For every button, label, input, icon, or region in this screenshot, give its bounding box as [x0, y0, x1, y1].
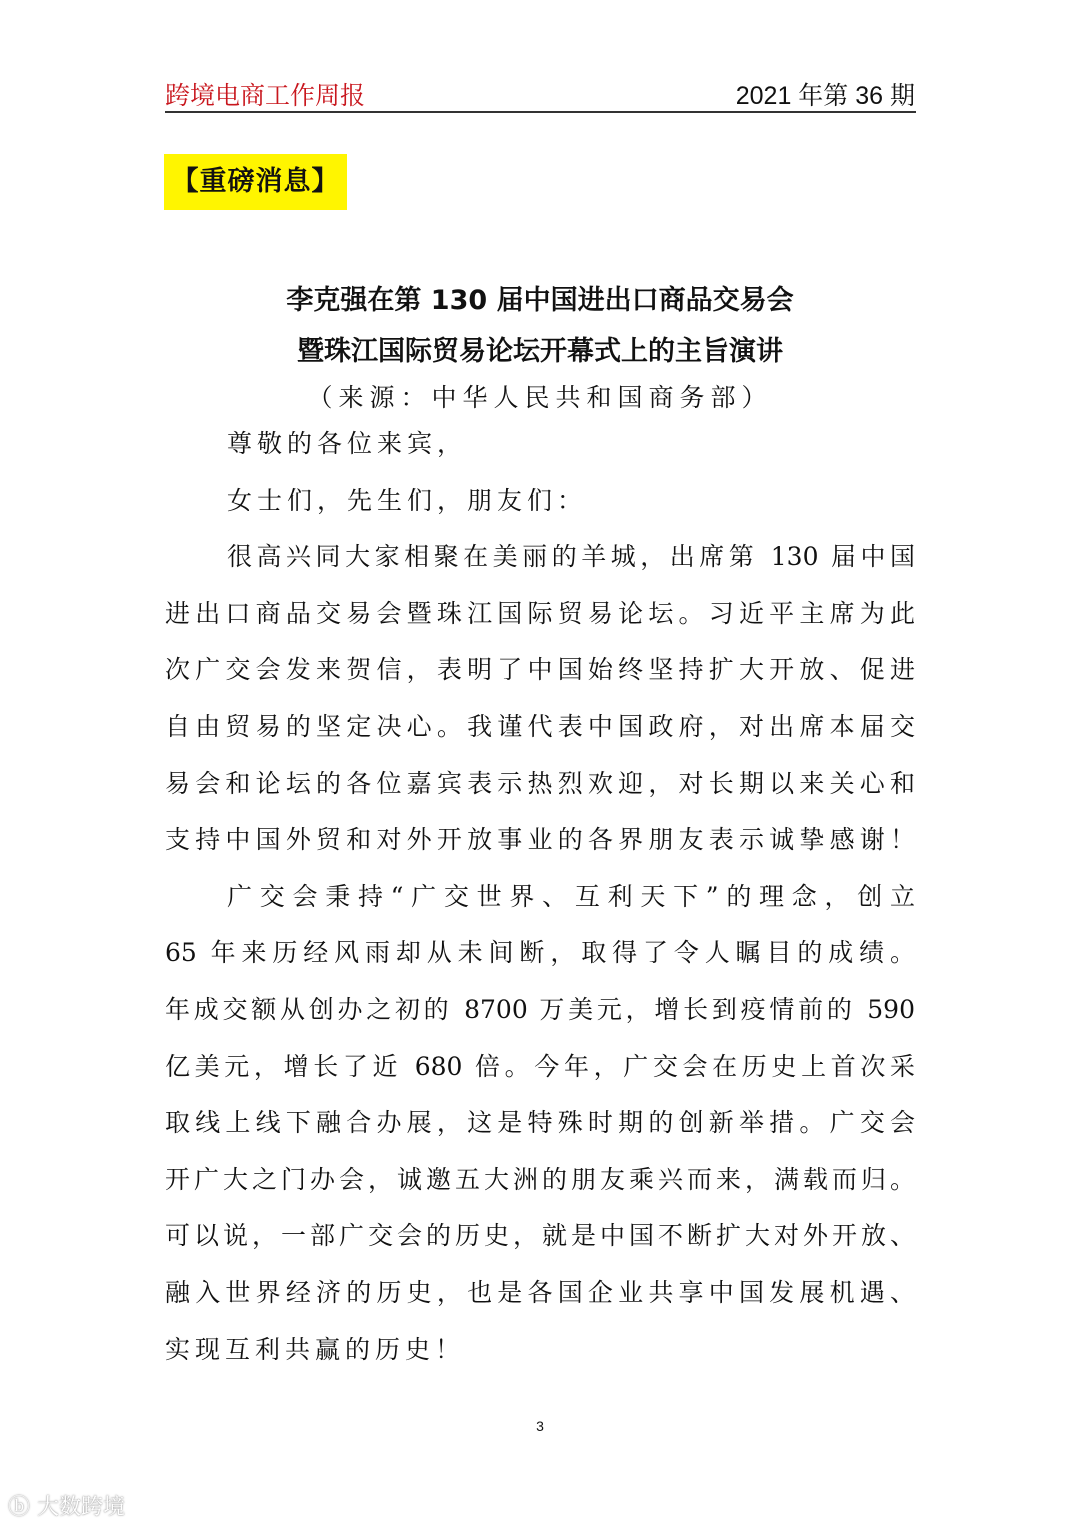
body-line: 开广大之门办会，诚邀五大洲的朋友乘兴而来，满载而归。: [165, 1164, 915, 1194]
publication-name: 跨境电商工作周报: [165, 81, 366, 110]
watermark-text: 大数跨境: [37, 1495, 126, 1520]
body-line: 尊敬的各位来宾，: [227, 429, 468, 458]
body-line: 年成交额从创办之初的 8700 万美元，增长到疫情前的 590: [165, 995, 915, 1024]
body-line: 自由贸易的坚定决心。我谨代表中国政府，对出席本届交: [165, 712, 915, 741]
body-line: 广交会秉持“广交世界、互利天下”的理念，创立: [227, 881, 915, 911]
page-number: 3: [536, 1418, 544, 1434]
body-line: 65 年来历经风雨却从未间断，取得了令人瞩目的成绩。: [165, 938, 915, 968]
section-badge: 【重磅消息】: [164, 154, 347, 210]
body-line: 次广交会发来贺信，表明了中国始终坚持扩大开放、促进: [165, 655, 915, 685]
watermark-logo: [8, 1490, 125, 1521]
body-line: 女士们，先生们，朋友们：: [227, 485, 588, 515]
issue-number: 2021 年第 36 期: [735, 82, 915, 110]
body-line: 支持中国外贸和对外开放事业的各界朋友表示诚挚感谢！: [165, 825, 915, 855]
body-line: 易会和论坛的各位嘉宾表示热烈欢迎，对长期以来关心和: [165, 768, 915, 798]
header-divider: [165, 111, 916, 113]
watermark-icon: ⓑ: [8, 1495, 37, 1520]
article-title-line-2: 暨珠江国际贸易论坛开幕式上的主旨演讲: [297, 336, 783, 367]
body-line: 进出口商品交易会暨珠江国际贸易论坛。习近平主席为此: [165, 598, 915, 628]
body-line: 很高兴同大家相聚在美丽的羊城，出席第 130 届中国: [227, 542, 915, 572]
body-line: 融入世界经济的历史，也是各国企业共享中国发展机遇、: [165, 1278, 915, 1307]
body-line: 取线上线下融合办展，这是特殊时期的创新举措。广交会: [165, 1108, 915, 1138]
body-line: 亿美元，增长了近 680 倍。今年，广交会在历史上首次采: [165, 1051, 915, 1081]
body-line: 可以说，一部广交会的历史，就是中国不断扩大对外开放、: [165, 1221, 915, 1251]
article-source: （来源：中华人民共和国商务部）: [307, 383, 773, 412]
body-line: 实现互利共赢的历史！: [165, 1334, 466, 1364]
article-title-line-1: 李克强在第 130 届中国进出口商品交易会: [286, 285, 794, 316]
